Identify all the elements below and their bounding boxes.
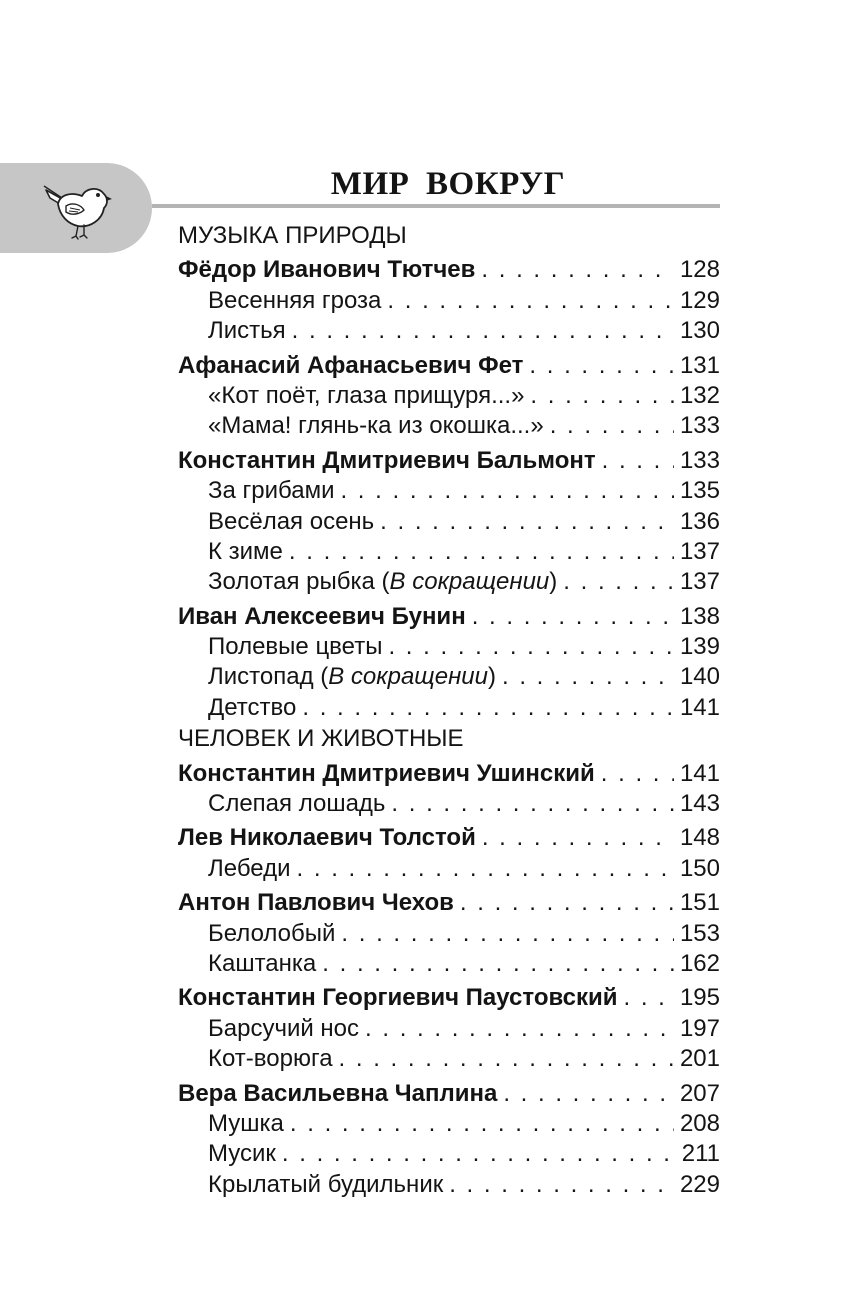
toc-entry-label <box>178 693 296 723</box>
dot-leader <box>472 602 674 632</box>
page-number: 130 <box>679 317 720 345</box>
page-number: 153 <box>679 919 720 947</box>
toc-entry-label <box>178 446 596 476</box>
toc-entry-title: Вера Васильевна Чаплина <box>178 1079 498 1107</box>
toc-entry-title: МУЗЫКА ПРИРОДЫ <box>178 222 407 249</box>
toc-entry-title: Весенняя гроза <box>208 286 382 314</box>
toc-section-heading <box>178 221 720 251</box>
toc-work-entry[interactable] <box>178 381 720 411</box>
bird-icon <box>42 178 112 240</box>
page-number: 141 <box>679 693 720 721</box>
toc-entry-label <box>178 632 382 662</box>
dot-leader <box>380 507 674 537</box>
page-number: 133 <box>679 446 720 474</box>
toc-entry-label <box>178 1079 497 1109</box>
toc-author-entry[interactable] <box>178 983 720 1013</box>
page-number: 137 <box>679 537 720 565</box>
toc-entry-label <box>178 949 316 979</box>
toc-work-entry[interactable] <box>178 949 720 979</box>
toc-work-entry[interactable] <box>178 286 720 316</box>
toc-author-entry[interactable] <box>178 351 720 381</box>
dot-leader <box>297 854 674 884</box>
toc-work-entry[interactable] <box>178 693 720 723</box>
toc-work-entry[interactable] <box>178 1139 720 1169</box>
toc-entry-label <box>178 724 464 754</box>
page-number: 128 <box>679 256 720 284</box>
toc-entry-label <box>178 221 407 251</box>
page-number: 140 <box>679 663 720 691</box>
title-divider <box>152 204 720 208</box>
toc-entry-label <box>178 1014 359 1044</box>
toc-entry-label <box>178 507 374 537</box>
dot-leader <box>365 1014 674 1044</box>
toc-work-entry[interactable] <box>178 1109 720 1139</box>
toc-entry-title: Мусик <box>208 1140 276 1168</box>
toc-entry-note: В сокращении <box>389 568 550 596</box>
page-number: 135 <box>679 477 720 505</box>
toc-entry-title: Крылатый будильник <box>208 1170 444 1198</box>
toc-entry-label <box>178 286 381 316</box>
toc-work-entry[interactable] <box>178 316 720 346</box>
toc-entry-title: Афанасий Афанасьевич Фет <box>178 351 524 379</box>
dot-leader <box>302 693 674 723</box>
dot-leader <box>481 255 674 285</box>
toc-entry-title: Полевые цветы <box>208 633 383 661</box>
dot-leader <box>341 919 674 949</box>
page-number: 136 <box>679 507 720 535</box>
toc-entry-title: Слепая лошадь <box>208 790 386 818</box>
toc-author-entry[interactable] <box>178 823 720 853</box>
toc-entry-title: Кот-ворюга <box>208 1045 333 1073</box>
page-number: 151 <box>679 889 720 917</box>
toc-entry-label <box>178 759 595 789</box>
page-number: 131 <box>679 351 720 379</box>
toc-author-entry[interactable] <box>178 1079 720 1109</box>
dot-leader <box>502 662 674 692</box>
toc-work-entry[interactable] <box>178 789 720 819</box>
toc-entry-label <box>178 351 523 381</box>
toc-work-entry[interactable] <box>178 507 720 537</box>
dot-leader <box>602 446 674 476</box>
toc-work-entry[interactable] <box>178 1170 720 1200</box>
toc-entry-note: В сокращении <box>328 663 488 691</box>
toc-entry-title: Константин Дмитриевич Бальмонт <box>178 446 596 474</box>
dot-leader <box>601 759 674 789</box>
toc-work-entry[interactable] <box>178 476 720 506</box>
toc-entry-title: Мушка <box>208 1109 284 1137</box>
page-number: 132 <box>679 381 720 409</box>
toc-work-entry[interactable] <box>178 632 720 662</box>
dot-leader <box>289 537 674 567</box>
toc-entry-label <box>178 888 454 918</box>
page-number: 207 <box>679 1079 720 1107</box>
toc-author-entry[interactable] <box>178 446 720 476</box>
page-number: 195 <box>679 984 720 1012</box>
toc-entry-label <box>178 789 385 819</box>
toc-work-entry[interactable] <box>178 1014 720 1044</box>
page-number: 143 <box>679 790 720 818</box>
toc-work-entry[interactable] <box>178 919 720 949</box>
page-number: 211 <box>681 1140 720 1168</box>
toc-entry-label <box>178 1044 333 1074</box>
dot-leader <box>550 411 674 441</box>
toc-entry-title: За грибами <box>208 477 335 505</box>
dot-leader <box>340 476 673 506</box>
toc-author-entry[interactable] <box>178 888 720 918</box>
toc-entry-label <box>178 411 544 441</box>
dot-leader <box>282 1139 676 1169</box>
toc-entry-title: Лебеди <box>208 854 291 882</box>
toc-entry-title: Каштанка <box>208 949 317 977</box>
dot-leader <box>449 1170 674 1200</box>
toc-entry-label <box>178 1139 276 1169</box>
toc-entry-label <box>178 823 476 853</box>
toc-entry-title: Белолобый <box>208 919 336 947</box>
dot-leader <box>482 823 674 853</box>
toc-entry-title: Золотая рыбка <box>208 568 375 596</box>
toc-entry-title: Константин Дмитриевич Ушинский <box>178 759 595 787</box>
dot-leader <box>388 632 673 662</box>
toc-section-heading <box>178 724 720 754</box>
page-number: 138 <box>679 602 720 630</box>
toc-entry-title: К зиме <box>208 537 283 565</box>
dot-leader <box>292 316 674 346</box>
toc-entry-label <box>178 983 618 1013</box>
toc-entry-title: ЧЕЛОВЕК И ЖИВОТНЫЕ <box>178 725 464 753</box>
toc-entry-label <box>178 537 283 567</box>
toc-entry-title: «Кот поёт, глаза прищуря...» <box>208 381 525 409</box>
dot-leader <box>503 1079 674 1109</box>
toc-work-entry[interactable] <box>178 411 720 441</box>
toc-entry-label: Золотая рыбка (В сокращении) <box>208 568 558 596</box>
toc-entry-title: Листопад <box>208 663 314 691</box>
toc-entry-label <box>178 854 291 884</box>
dot-leader <box>563 567 674 597</box>
page-number: 150 <box>679 854 720 882</box>
toc-entry-label <box>178 476 334 506</box>
page-number: 197 <box>679 1014 720 1042</box>
toc-entry-title: «Мама! глянь-ка из окошка...» <box>208 412 544 440</box>
toc-work-entry[interactable] <box>178 567 720 597</box>
dot-leader <box>322 949 674 979</box>
toc-entry-label: Листопад (В сокращении) <box>208 663 496 691</box>
toc-author-entry[interactable] <box>178 602 720 632</box>
toc-entry-title: Антон Павлович Чехов <box>178 889 454 917</box>
toc-entry-title: Барсучий нос <box>208 1014 360 1042</box>
page-number: 133 <box>679 412 720 440</box>
toc-work-entry[interactable] <box>178 1044 720 1074</box>
toc-author-entry[interactable] <box>178 759 720 789</box>
toc-entry-label <box>178 602 466 632</box>
toc-entry-label <box>178 1170 443 1200</box>
toc-entry-label <box>178 1109 284 1139</box>
page-number: 229 <box>679 1170 720 1198</box>
page-number: 162 <box>679 949 720 977</box>
dot-leader <box>391 789 674 819</box>
page-title: МИР ВОКРУГ <box>330 166 566 202</box>
page-number: 129 <box>679 286 720 314</box>
toc-entry-title: Фёдор Иванович Тютчев <box>178 256 476 284</box>
dot-leader <box>387 286 674 316</box>
toc-entry-label <box>178 255 475 285</box>
toc-entry-label <box>178 316 286 346</box>
toc-entry-label <box>178 919 335 949</box>
toc-work-entry[interactable] <box>178 854 720 884</box>
table-of-contents <box>178 220 720 1200</box>
page-number: 208 <box>679 1109 720 1137</box>
dot-leader <box>290 1109 674 1139</box>
page-number: 141 <box>679 759 720 787</box>
dot-leader <box>530 381 674 411</box>
dot-leader <box>339 1044 674 1074</box>
toc-entry-title: Лев Николаевич Толстой <box>178 824 476 852</box>
toc-entry-title: Константин Георгиевич Паустовский <box>178 984 618 1012</box>
toc-entry-title: Детство <box>208 693 297 721</box>
page-number: 201 <box>679 1045 720 1073</box>
page-number: 148 <box>679 824 720 852</box>
toc-entry-title: Иван Алексеевич Бунин <box>178 602 466 630</box>
toc-entry-label <box>178 381 524 411</box>
dot-leader <box>460 888 674 918</box>
dot-leader <box>529 351 674 381</box>
toc-work-entry[interactable] <box>178 662 720 692</box>
toc-entry-title: Листья <box>208 317 286 345</box>
page-number: 137 <box>679 568 720 596</box>
toc-entry-title: Весёлая осень <box>208 507 375 535</box>
dot-leader <box>624 983 674 1013</box>
toc-work-entry[interactable] <box>178 537 720 567</box>
page-number: 139 <box>679 633 720 661</box>
toc-author-entry[interactable] <box>178 255 720 285</box>
